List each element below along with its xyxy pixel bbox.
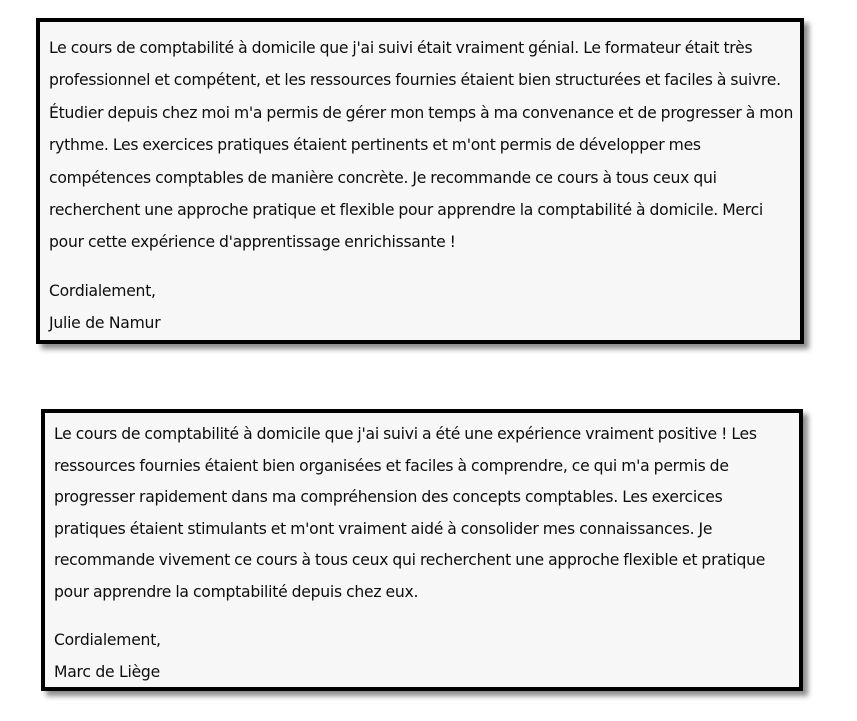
testimonial-card-julie	[36, 18, 804, 344]
testimonial-signature: Julie de Namur	[49, 314, 161, 333]
testimonial-signature: Marc de Liège	[54, 662, 160, 681]
testimonial-closing: Cordialement,	[54, 631, 161, 649]
testimonial-closing: Cordialement,	[49, 281, 156, 300]
testimonial-card-marc	[41, 409, 803, 691]
testimonial-body: Le cours de comptabilité à domicile que j'ai suivi a été une expérience vraiment positive ! Les ressources fournies étaient bien organisées et faciles à comprendre, ce qui m'a permis de progresser rapidement dans ma compréhension des concepts comptables. Les exercices pratiques étaient stimulants et m'ont vraiment aidé à consolider mes connaissances. Je recommande vivement ce cours à tous ceux qui recherchent une approche flexible et pratique pour apprendre la comptabilité depuis chez eux.	[54, 425, 766, 601]
testimonial-body: Le cours de comptabilité à domicile que j'ai suivi était vraiment génial. Le formateur était très professionnel et compétent, et les ressources fournies étaient bien structurées et faciles à suivre. Étudier depuis chez moi m'a permis de gérer mon temps à ma convenance et de progresser à mon rythme. Les exercices pratiques étaient pertinents et m'ont permis de développer mes compétences comptables de manière concrète. Je recommande ce cours à tous ceux qui recherchent une approche pratique et flexible pour apprendre la comptabilité à domicile. Merci pour cette expérience d'apprentissage enrichissante !	[49, 39, 794, 252]
